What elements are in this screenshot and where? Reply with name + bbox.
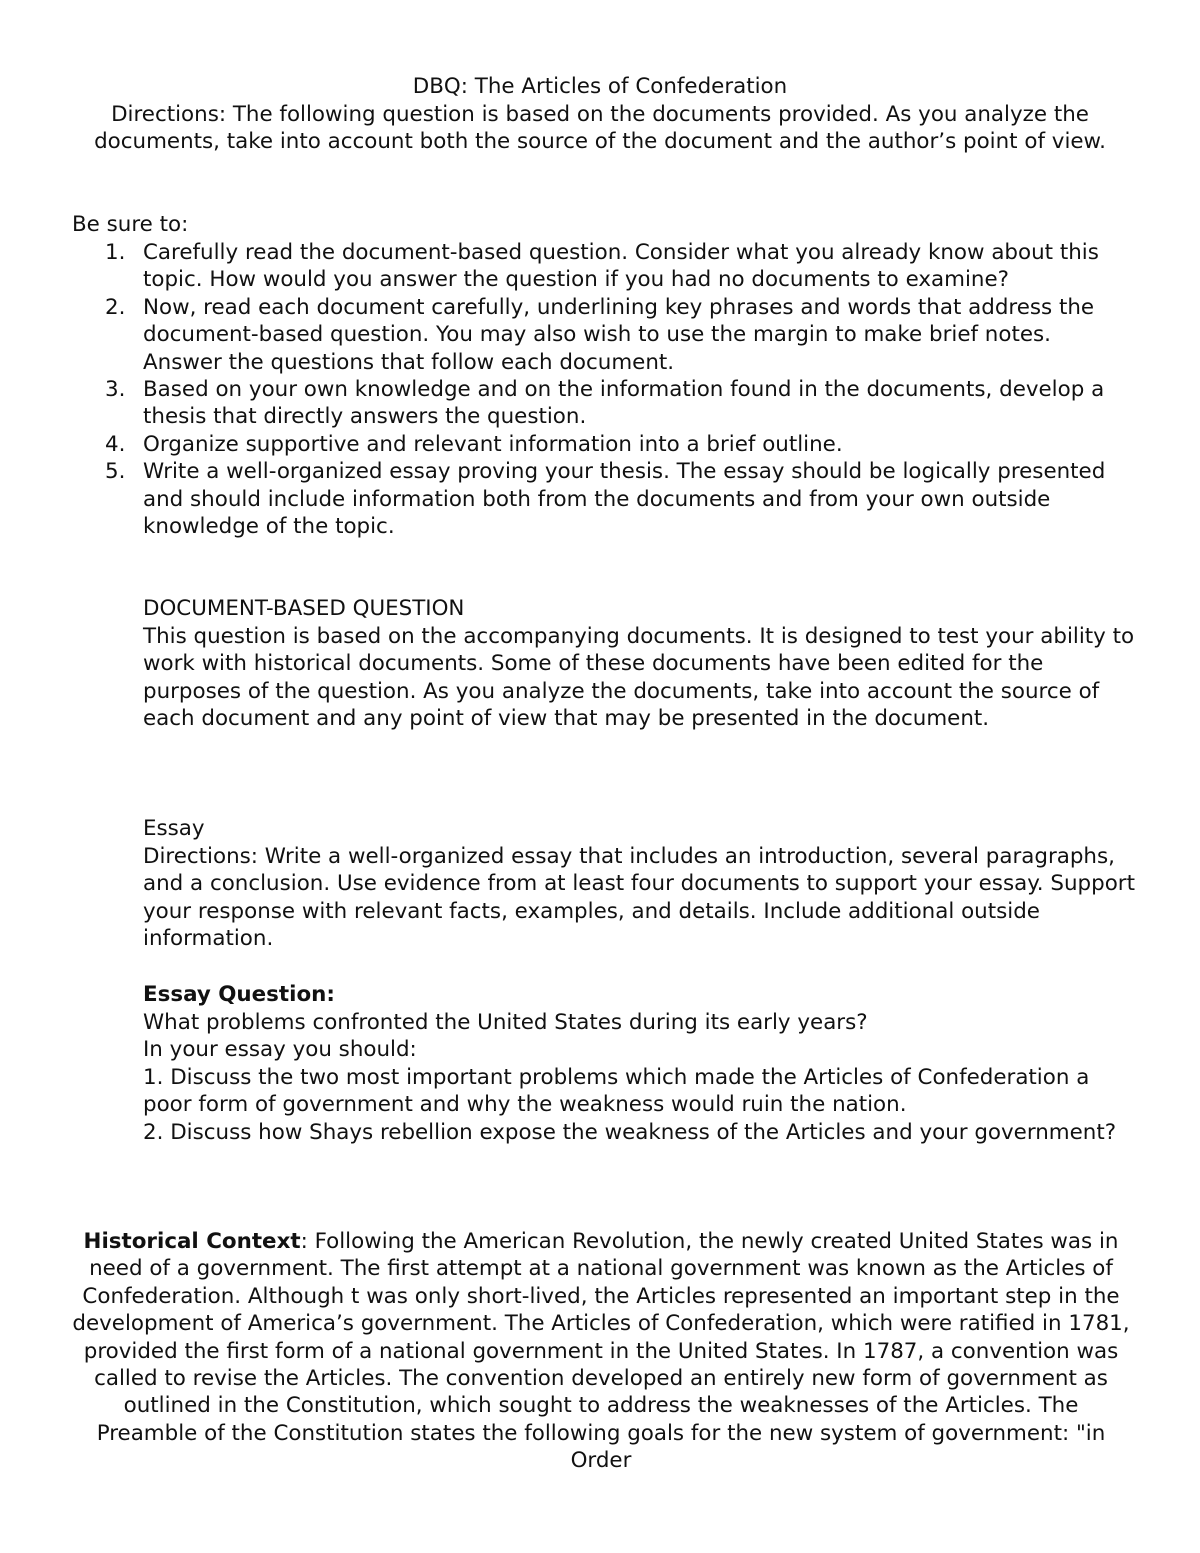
list-item — [105, 294, 1133, 376]
list-item — [105, 239, 1133, 294]
dbq-heading: DOCUMENT-BASED QUESTION — [143, 596, 465, 621]
list-item-text: Carefully read the document-based question. Consider what you already know about this topic. How would you answer the question if you had no documents to examine? — [143, 240, 1099, 293]
essay-point-2: 2. Discuss how Shays rebellion expose the weakness of the Articles and your government? — [143, 1119, 1117, 1145]
essay-directions: Directions: Write a well-organized essay that includes an introduction, several paragraphs, and a conclusion. Use evidence from at least four documents to support your essay. Support your response with relevant facts, examples, and details. Include additional outside information. — [143, 844, 1135, 952]
list-item-text: Write a well-organized essay proving your thesis. The essay should be logically presented and should include information both from the documents and from your own outside knowledge of the topic. — [143, 459, 1106, 540]
historical-context-paragraph — [70, 1228, 1132, 1475]
list-item-number: 4. — [105, 431, 126, 457]
historical-context-text: : Following the American Revolution, the newly created United States was in need of a government. The first attempt at a national government was known as the Articles of Confederation. Although t was only short-lived, the Articles represented an important step in the development of America’s government. The Articles of Confederation, which were ratified in 1781, provided the first form of a national government in the United States. In 1787, a convention was called to revise the Articles. The convention developed an entirely new form of government as outlined in the Constitution, which sought to address the weaknesses of the Articles. The Preamble of the Constitution states the following goals for the new system of government: "in Order — [72, 1229, 1130, 1474]
list-item-number: 1. — [105, 240, 126, 265]
list-item-text: Now, read each document carefully, underlining key phrases and words that address the document-based question. You may also wish to use the margin to make brief notes. Answer the questions that follow each document. — [143, 294, 1095, 375]
list-item-number: 3. — [105, 377, 126, 403]
historical-context-label: Historical Context — [83, 1229, 301, 1254]
essay-instruction: In your essay you should: — [143, 1037, 417, 1063]
list-item — [105, 376, 1133, 431]
essay-point-1: 1. Discuss the two most important problems which made the Articles of Confederation a poor form of government and why the weakness would ruin the nation. — [143, 1064, 1090, 1118]
essay-question: What problems confronted the United States during its early years? — [143, 1010, 868, 1035]
essay-question-block — [143, 1009, 1138, 1146]
list-item — [105, 458, 1133, 540]
essay-heading: Essay — [143, 816, 205, 841]
list-item-number: 2. — [105, 294, 126, 320]
directions-paragraph: Directions: The following question is based on the documents provided. As you analyze the documents, take into account both the source of the document and the author’s point of view. — [94, 102, 1106, 155]
list-item-text: Organize supportive and relevant information into a brief outline. — [143, 431, 843, 457]
page-title: DBQ: The Articles of Confederation — [412, 74, 788, 99]
be-sure-label: Be sure to: — [72, 212, 189, 237]
steps-list — [105, 239, 1133, 540]
essay-question-label: Essay Question: — [143, 982, 335, 1007]
list-item-number: 5. — [105, 459, 126, 485]
dbq-paragraph: This question is based on the accompanying documents. It is designed to test your ability to work with historical documents. Some of these documents have been edited for the purposes of the question. As you analyze the documents, take into account the source of each document and any point of view that may be presented in the document. — [143, 624, 1135, 732]
list-item — [105, 431, 1133, 458]
list-item-text: Based on your own knowledge and on the information found in the documents, develop a thesis that directly answers the question. — [143, 377, 1105, 430]
